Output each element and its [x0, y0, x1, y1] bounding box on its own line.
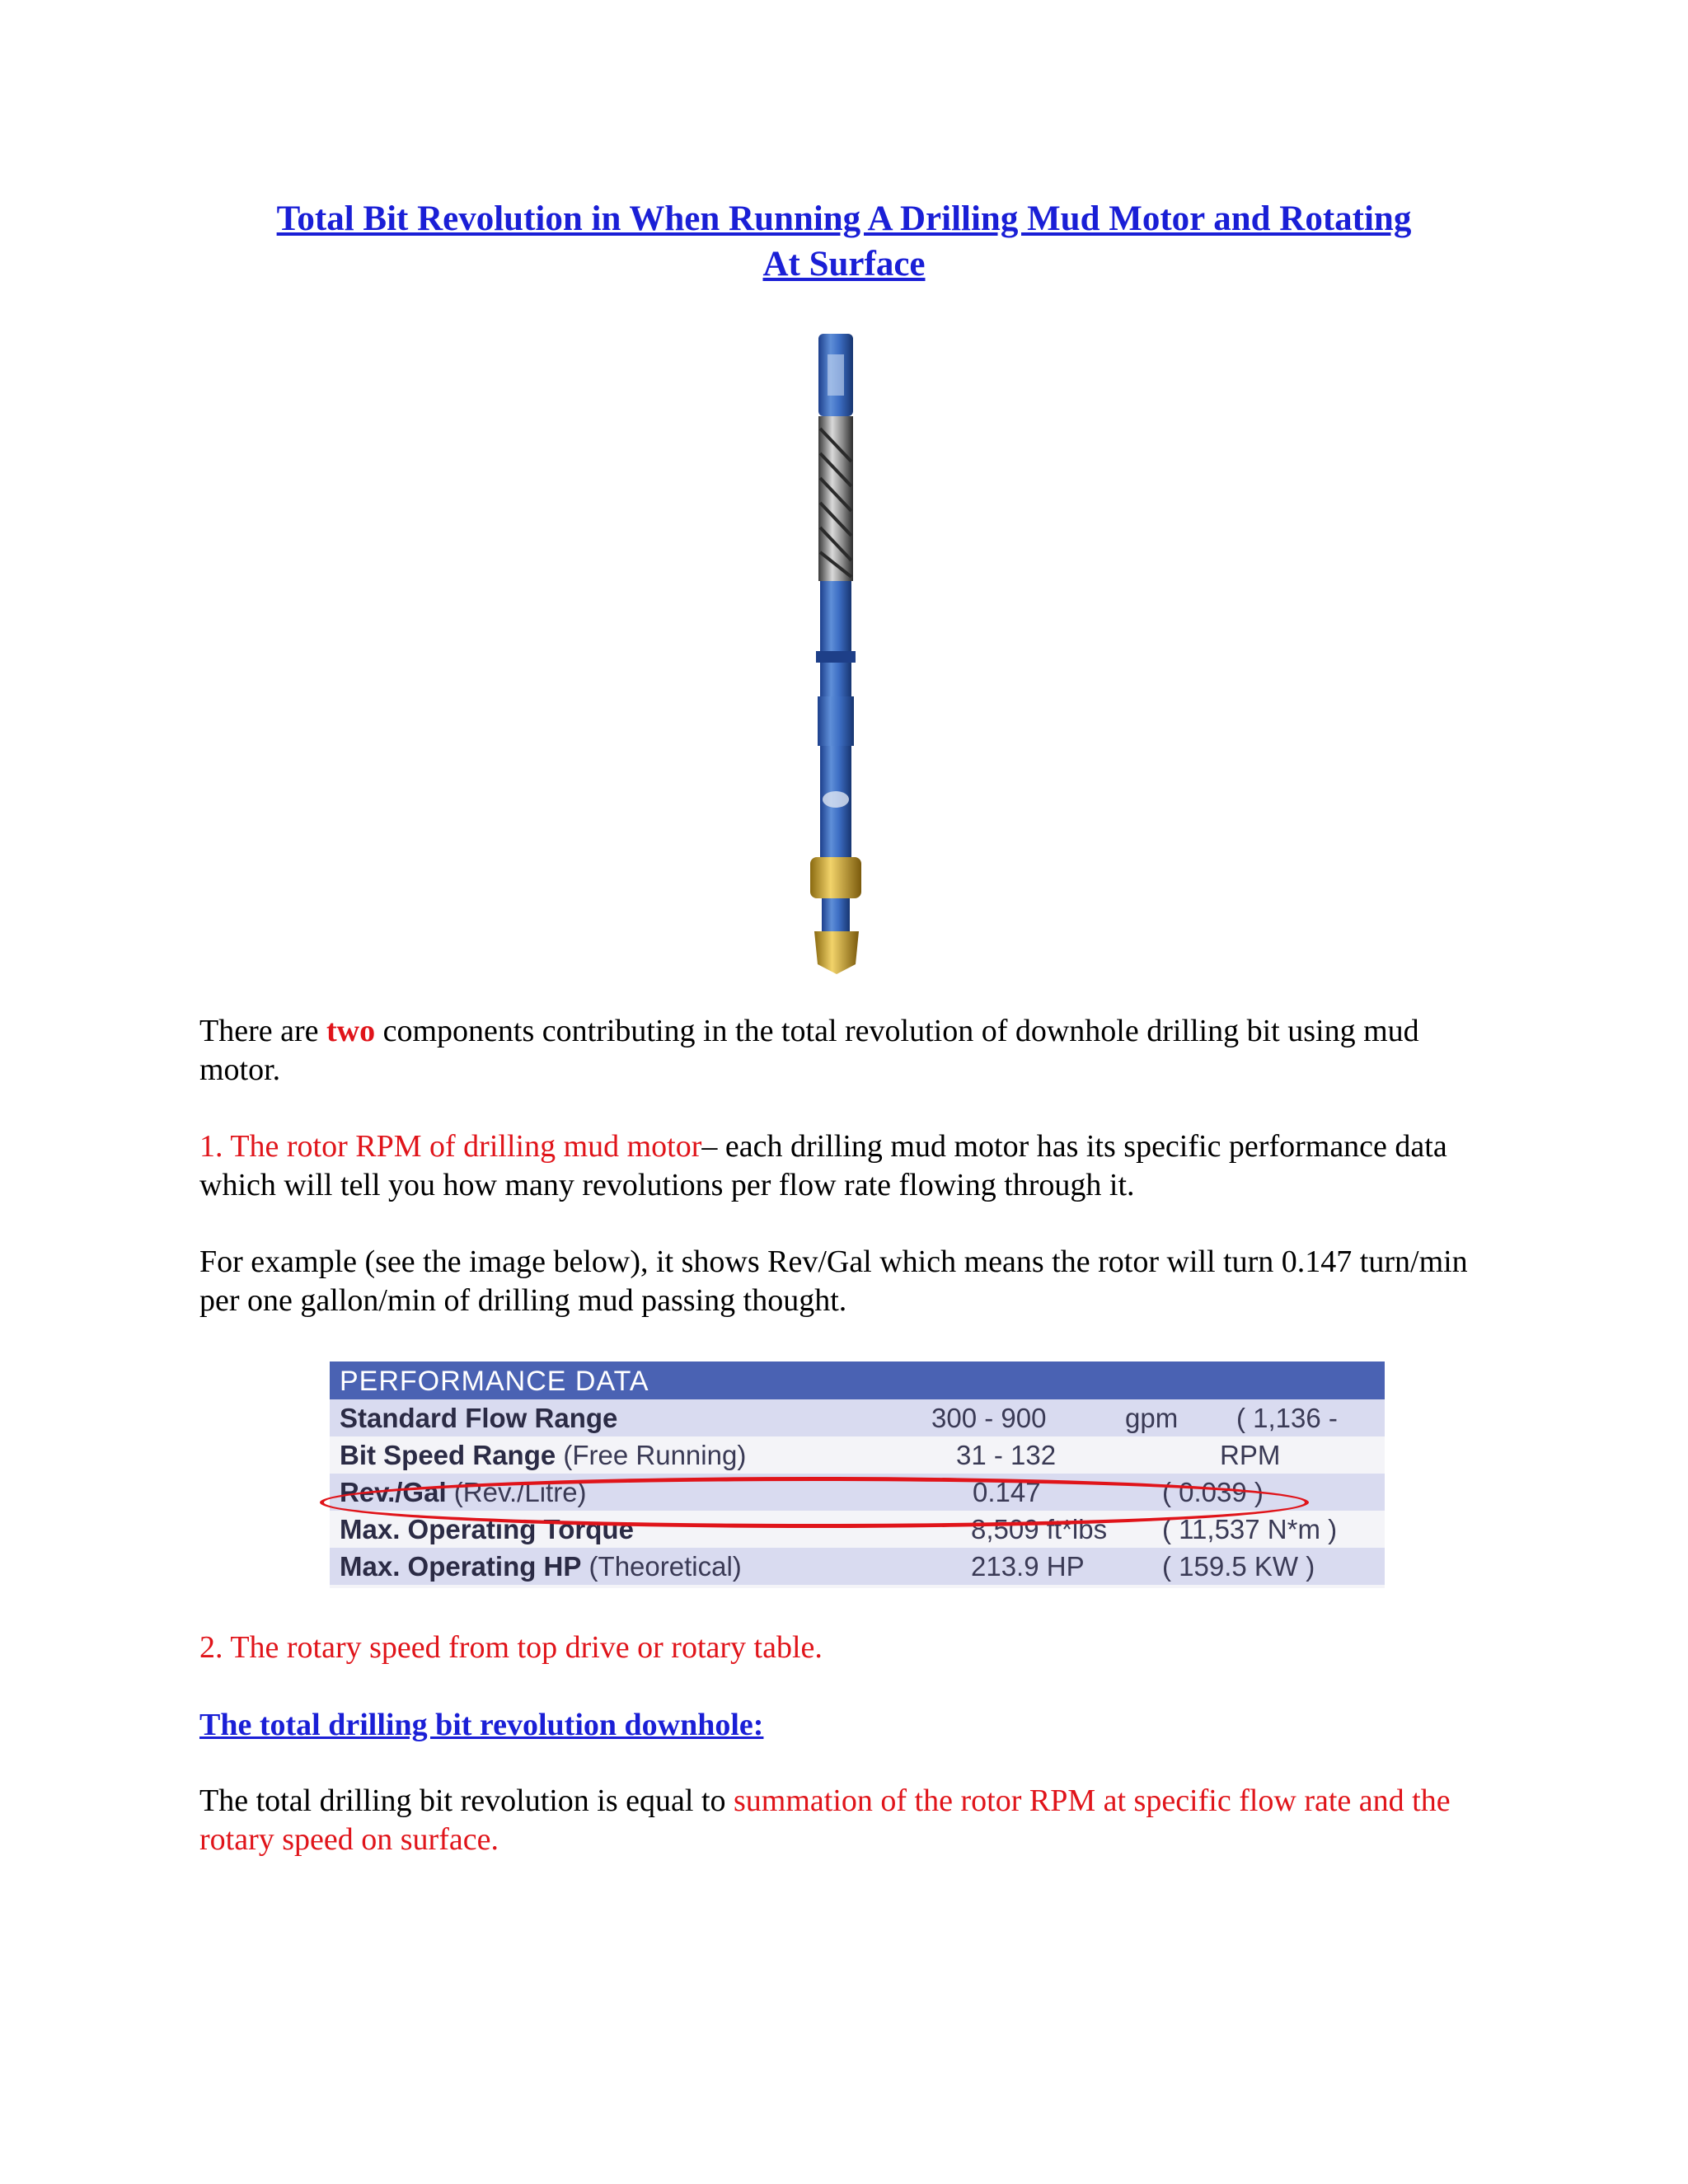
row-metric: RPM: [1220, 1440, 1281, 1470]
table-row: [330, 1399, 1385, 1436]
row-label: Rev./Gal: [340, 1477, 447, 1507]
conclusion-emphasis: summation of the rotor RPM at specific flow rate and the rotary speed on surface.: [199, 1783, 1451, 1857]
point-1-heading: 1. The rotor RPM of drilling mud motor: [199, 1129, 702, 1164]
title-line-2: At Surface: [762, 245, 926, 284]
row-sublabel: (Theoretical): [581, 1551, 742, 1582]
section-heading: The total drilling bit revolution downhole:: [199, 1708, 764, 1742]
row-label: Max. Operating Torque: [340, 1514, 634, 1544]
row-label: Standard Flow Range: [340, 1403, 618, 1433]
point-1-text: – each drilling mud motor has its specific performance data which will tell you how many revolutions per flow rate flowing through it.: [199, 1129, 1447, 1202]
table-row: [330, 1548, 1385, 1585]
intro-text-end: components contributing in the total revolution of downhole drilling bit using mud motor.: [199, 1014, 1419, 1087]
row-sublabel: (Rev./Litre): [446, 1477, 587, 1507]
table-row: [330, 1436, 1385, 1474]
title-line-1: Total Bit Revolution in When Running A Drilling Mud Motor and Rotating: [276, 199, 1412, 238]
highlight-oval: [320, 1477, 1309, 1528]
row-value: 0.147: [973, 1477, 1041, 1507]
row-value: 31 - 132: [956, 1440, 1057, 1470]
row-unit: gpm: [1125, 1403, 1179, 1433]
row-metric: ( 0.039 ): [1162, 1477, 1264, 1507]
page-title: [198, 196, 1490, 287]
row-sublabel: (Free Running): [556, 1440, 747, 1470]
row-label: Max. Operating HP: [340, 1551, 582, 1582]
conclusion-paragraph: [199, 1782, 1502, 1859]
row-metric: ( 1,136 -: [1236, 1403, 1338, 1433]
intro-paragraph: [199, 1012, 1502, 1090]
row-value: 300 - 900: [931, 1403, 1047, 1433]
point-1-paragraph: [199, 1127, 1502, 1205]
performance-data-table: [330, 1361, 1385, 1588]
performance-table-header: PERFORMANCE DATA: [330, 1361, 1385, 1399]
row-value: 213.9 HP: [971, 1551, 1085, 1582]
row-value: 8,509 ft*lbs: [971, 1514, 1108, 1544]
point-2-paragraph: 2. The rotary speed from top drive or rotary table.: [199, 1630, 823, 1665]
row-metric: ( 159.5 KW ): [1162, 1551, 1315, 1582]
conclusion-text-start: The total drilling bit revolution is equal to: [199, 1783, 734, 1818]
row-label: Bit Speed Range: [340, 1440, 556, 1470]
example-paragraph: For example (see the image below), it shows Rev/Gal which means the rotor will turn 0.147 turn/min per one gallon/min of drilling mud passing thought.: [199, 1244, 1468, 1318]
row-metric: ( 11,537 N*m ): [1162, 1514, 1338, 1544]
mud-motor-illustration: [791, 330, 882, 981]
intro-text-start: There are: [199, 1014, 326, 1048]
intro-emphasis: two: [326, 1014, 376, 1048]
